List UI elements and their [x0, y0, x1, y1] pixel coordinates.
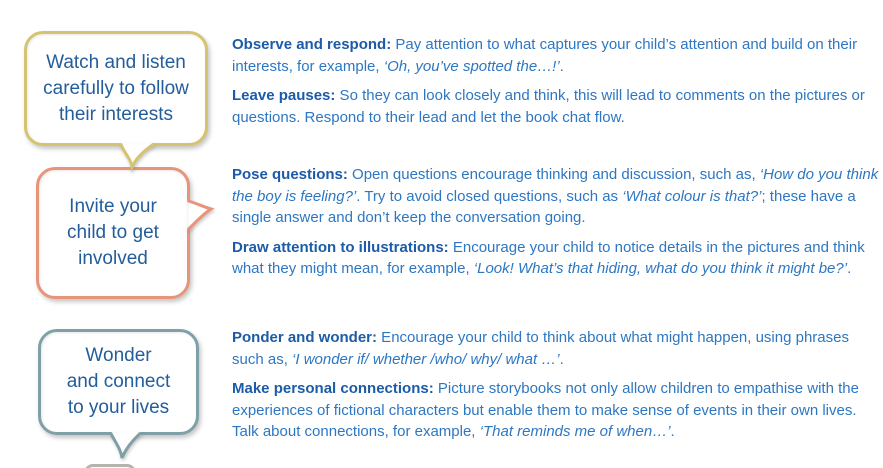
cropped-bubble-edge [84, 464, 136, 468]
speech-bubble-invite-child [36, 167, 190, 299]
bubble-line: carefully to follow [43, 77, 189, 99]
tip-text-segment: Encourage your child to think about what might happen, using phrases such as, [232, 329, 849, 368]
bubble-line: child to get [67, 222, 159, 243]
tip-text-segment: Encourage your child to notice details in the pictures and think what they might mean, for example, [232, 238, 865, 277]
tip-text-segment: Picture storybooks not only allow children to empathise with the experiences of fictional characters but enable them to make sense of events in their own lives. Talk about connections, for example, [232, 380, 859, 440]
tip-text-segment: ‘Oh, you’ve spotted the…!’ [383, 57, 560, 75]
bubble-line: Watch and listen [46, 51, 186, 73]
tip-text-segment: ‘What colour is that?’ [622, 187, 762, 205]
tips-section-questions [232, 164, 880, 288]
bubble-tail-down-icon [115, 143, 159, 169]
tips-section-observe [232, 34, 880, 136]
tip-text-segment: . [559, 57, 564, 75]
tip-paragraph [232, 237, 880, 280]
tip-paragraph [232, 85, 880, 128]
speech-bubble-watch-listen [24, 31, 208, 146]
tip-text-segment: Make personal connections: [232, 380, 434, 397]
tip-text-segment: ‘Look! What’s that hiding, what do you think it might be?’ [473, 260, 848, 277]
bubble-line: Wonder [85, 345, 152, 366]
tip-text-segment: Open questions encourage thinking and discussion, such as, [347, 166, 760, 183]
tip-text-segment: ‘How do you think the boy is feeling?’ [232, 166, 879, 205]
tip-text-segment: Leave pauses: [232, 87, 336, 104]
tip-text-segment: . [559, 350, 564, 368]
tip-paragraph [232, 34, 880, 77]
tip-text-segment: Pay attention to what captures your child’s attention and build on their interests, for example, [232, 36, 858, 75]
bubble-line: their interests [58, 103, 174, 125]
bubble-line: and connect [66, 371, 171, 392]
tip-text-segment: ‘That reminds me of when…’ [479, 423, 671, 440]
bubble-line: involved [78, 248, 148, 269]
tip-text-segment: Ponder and wonder: [232, 329, 378, 346]
tip-text-segment: ; these have a single answer and don’t keep the conversation going. [232, 187, 856, 226]
tip-text-segment: Observe and respond: [232, 36, 392, 53]
bubble-tail-right-icon [187, 195, 213, 235]
tips-section-wonder [232, 327, 880, 451]
bubble-line: to your lives [67, 397, 170, 418]
tip-text-segment: ‘I wonder if/ whether /who/ why/ what …’ [292, 350, 560, 368]
tip-text-segment: . Try to avoid closed questions, such as [356, 187, 623, 205]
speech-bubble-wonder-connect [38, 329, 199, 435]
tip-text-segment: . [847, 260, 852, 277]
tip-paragraph [232, 378, 880, 443]
tip-paragraph [232, 327, 880, 370]
tip-text-segment: Pose questions: [232, 166, 348, 183]
bubble-tail-down-icon [106, 432, 146, 460]
tip-text-segment: So they can look closely and think, this will lead to comments on the pictures or questions. Respond to their lead and let the book chat flow. [232, 87, 865, 126]
bubble-line: Invite your [69, 196, 157, 217]
tip-text-segment: . [670, 423, 675, 440]
tip-paragraph [232, 164, 880, 229]
tip-text-segment: Draw attention to illustrations: [232, 238, 449, 256]
